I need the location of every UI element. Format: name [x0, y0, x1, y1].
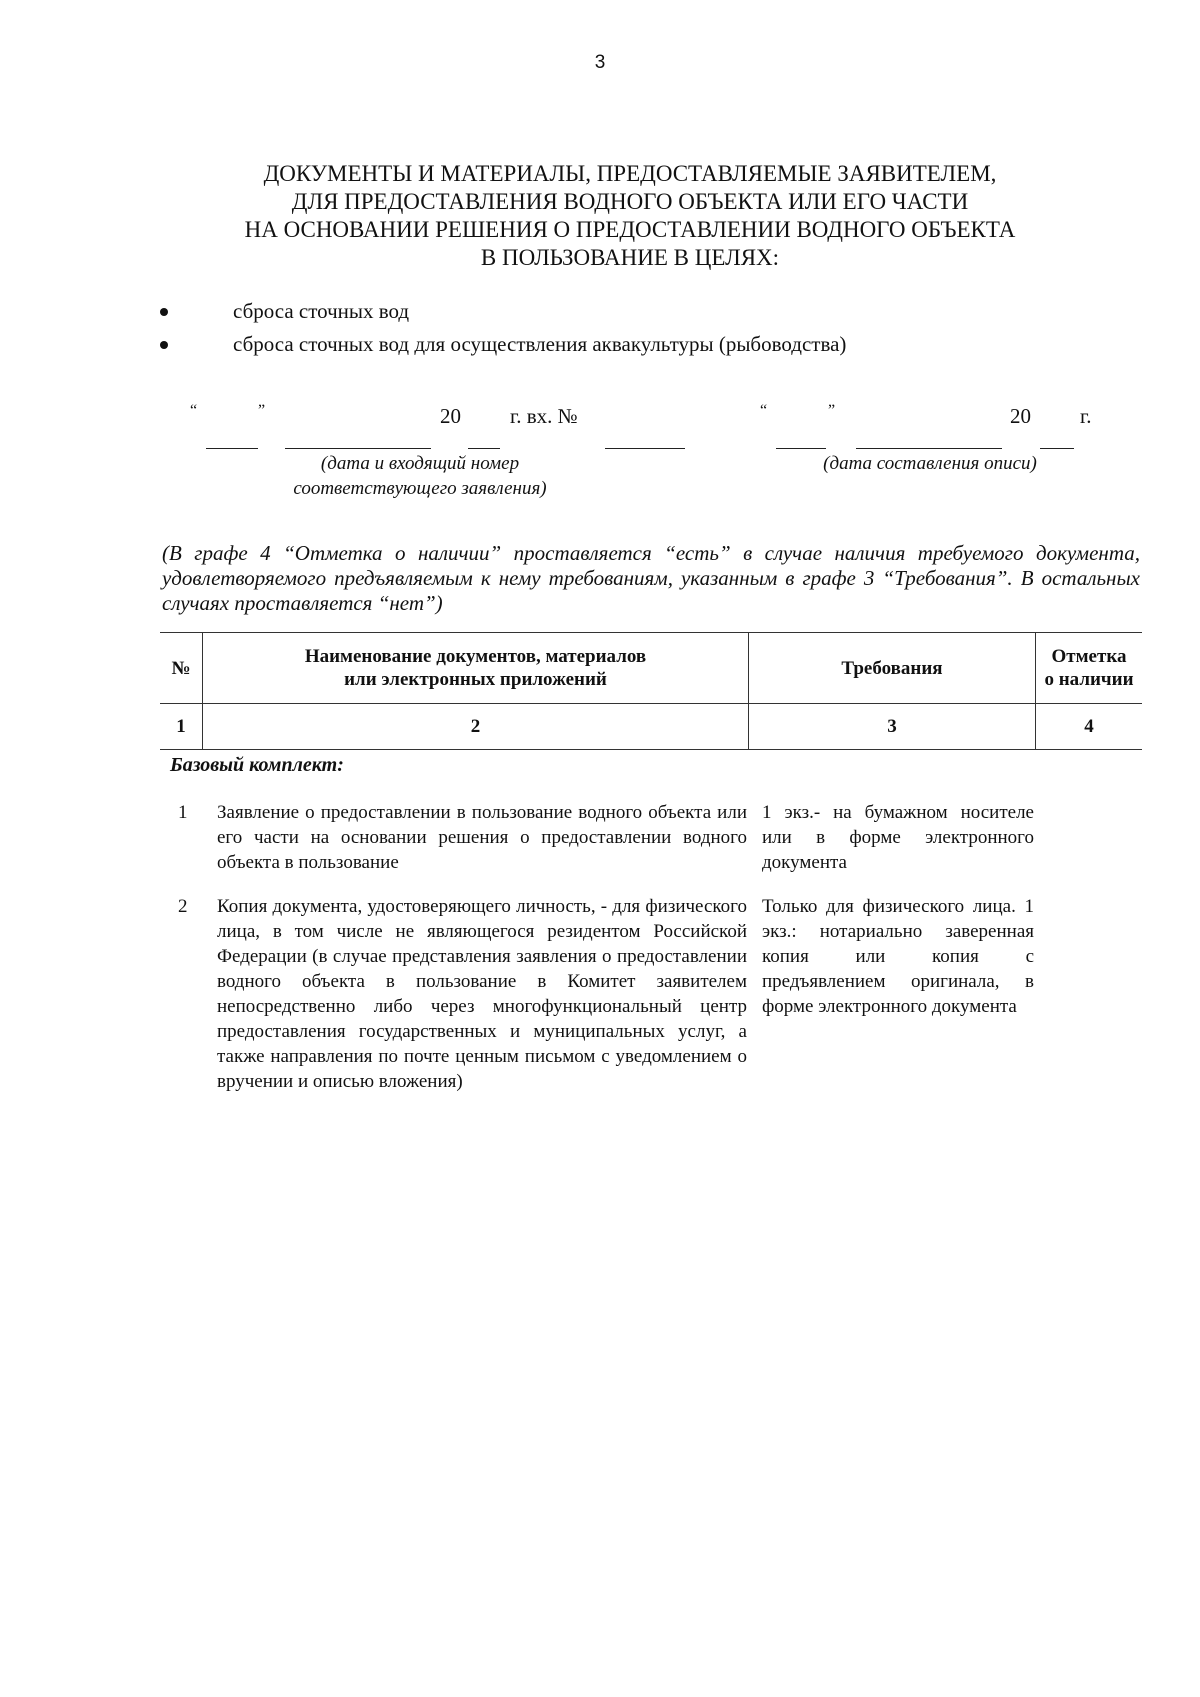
blank-year-left [468, 448, 500, 449]
bullet-icon [160, 308, 168, 316]
row-number: 1 [178, 802, 188, 823]
document-row [160, 800, 1060, 880]
blank-day-left [206, 448, 258, 449]
title-line: ДОКУМЕНТЫ И МАТЕРИАЛЫ, ПРЕДОСТАВЛЯЕМЫЕ ЗАЯВИТЕЛЕМ, [263, 161, 997, 186]
title-line: В ПОЛЬЗОВАНИЕ В ЦЕЛЯХ: [480, 245, 780, 270]
page-number: 3 [594, 52, 606, 73]
column-number-cell: 3 [749, 704, 1036, 750]
table-header-row [160, 633, 1142, 704]
header-name-line: Наименование документов, материалов [304, 646, 647, 667]
row-requirements: Только для физического лица. 1 экз.: нотариально заверенная копия или копия с предъявлением оригинала, в форме электронного документа [762, 896, 1034, 1017]
table-column-numbers [160, 704, 1142, 750]
documents-table [160, 632, 1142, 750]
open-quote-right: “ [760, 402, 768, 419]
purpose-text: сброса сточных вод [233, 299, 410, 323]
base-set-label: Базовый комплект: [170, 754, 344, 776]
header-presence-line: о наличии [1044, 669, 1134, 690]
year-prefix-left: 20 [440, 404, 461, 428]
close-quote-left: ” [258, 402, 266, 419]
header-presence [1036, 633, 1143, 704]
incoming-number-label: г. вх. № [510, 404, 578, 428]
header-number: № [160, 633, 203, 704]
document-title [200, 160, 1060, 272]
title-line: ДЛЯ ПРЕДОСТАВЛЕНИЯ ВОДНОГО ОБЪЕКТА ИЛИ ЕГО ЧАСТИ [291, 189, 969, 214]
caption-left [250, 451, 590, 501]
column-number-cell: 4 [1036, 704, 1143, 750]
open-quote-left: “ [190, 402, 198, 419]
purpose-item [155, 297, 1055, 330]
instruction-note: (В графе 4 “Отметка о наличии” проставляется “есть” в случае наличия требуемого документа, удовлетворяемого предъявляемым к нему требованиям, указанным в графе 3 “Требования”. В остальных случаях проставляется “нет”) [162, 541, 1140, 615]
blank-year-right [1040, 448, 1074, 449]
header-name [203, 633, 749, 704]
column-number-cell: 2 [203, 704, 749, 750]
row-requirements: 1 экз.- на бумажном носителе или в форме электронного документа [762, 802, 1034, 873]
caption-left-line: (дата и входящий номер [320, 453, 520, 474]
blank-month-right [856, 448, 1002, 449]
document-row [160, 894, 1060, 1154]
column-number-cell: 1 [160, 704, 203, 750]
blank-month-left [285, 448, 431, 449]
title-line: НА ОСНОВАНИИ РЕШЕНИЯ О ПРЕДОСТАВЛЕНИИ ВОДНОГО ОБЪЕКТА [244, 217, 1016, 242]
blank-number [605, 448, 685, 449]
year-prefix-right: 20 [1010, 404, 1031, 428]
year-suffix: г. [1080, 404, 1092, 428]
caption-right: (дата составления описи) [823, 453, 1037, 474]
purpose-text: сброса сточных вод для осуществления аквакультуры (рыбоводства) [233, 332, 847, 356]
row-document-name: Копия документа, удостоверяющего личность, - для физического лица, в том числе не являющегося резидентом Российской Федерации (в случае представления заявления о предоставлении водного объекта в пользование в Комитет заявителем непосредственно либо через многофункциональный центр предоставления государственных и муниципальных услуг, а также направления по почте ценным письмом с уведомлением о вручении и описью вложения) [217, 896, 747, 1092]
bullet-icon [160, 341, 168, 349]
close-quote-right: ” [828, 402, 836, 419]
caption-left-line: соответствующего заявления) [293, 478, 547, 499]
row-document-name: Заявление о предоставлении в пользование водного объекта или его части на основании решения о предоставлении водного объекта в пользование [217, 802, 747, 873]
purpose-item [155, 330, 1055, 363]
blank-day-right [776, 448, 826, 449]
purpose-list [155, 297, 1055, 363]
header-requirements: Требования [749, 633, 1036, 704]
row-number: 2 [178, 896, 188, 917]
header-presence-line: Отметка [1051, 646, 1127, 667]
header-name-line: или электронных приложений [344, 669, 607, 690]
